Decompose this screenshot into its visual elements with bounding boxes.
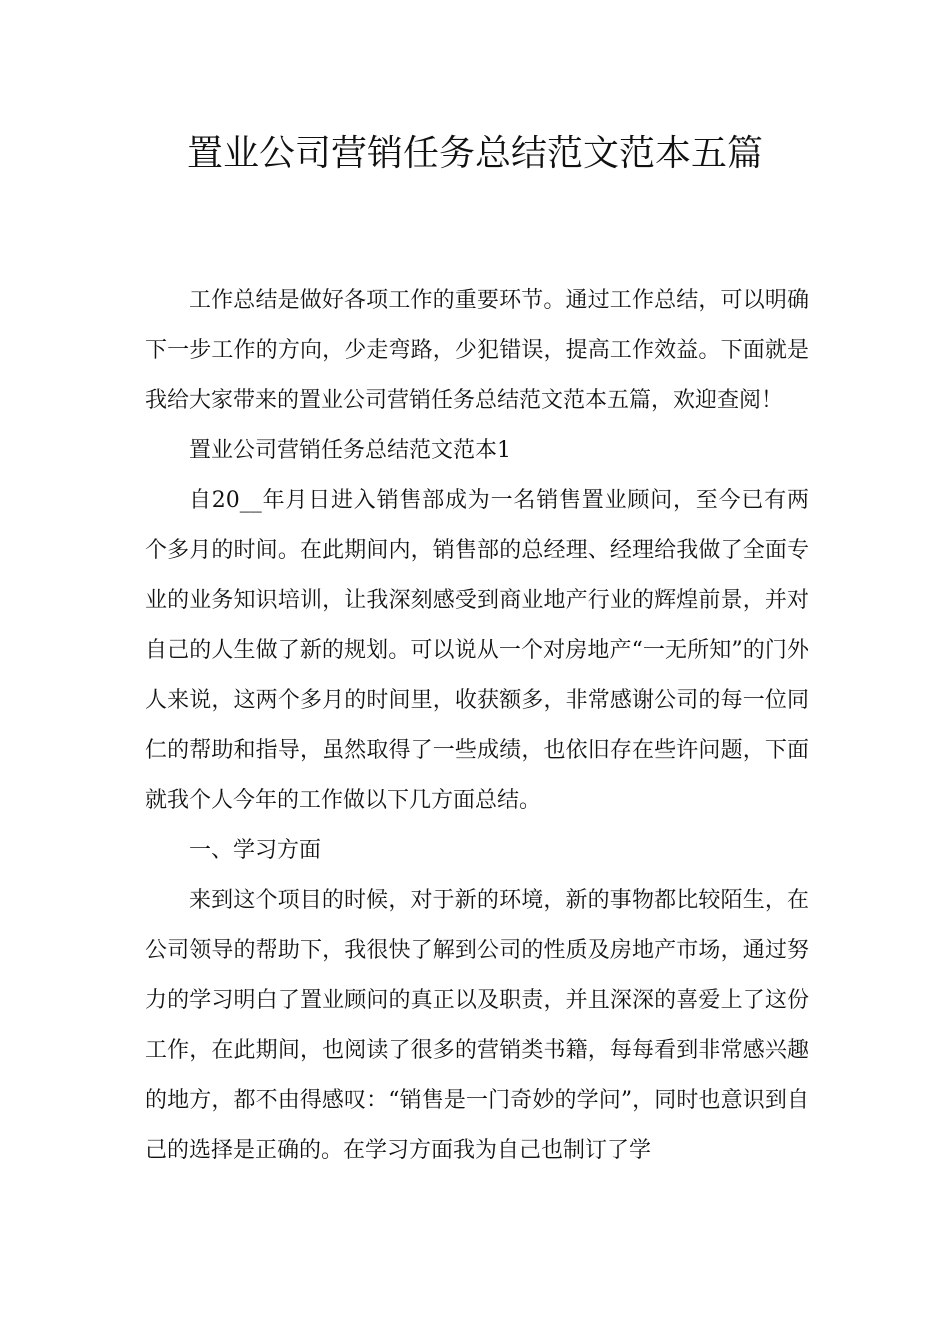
document-title: 置业公司营销任务总结范文范本五篇 — [186, 133, 763, 174]
body-paragraph: 自20__年月日进入销售部成为一名销售置业顾问，至今已有两个多月的时间。在此期间内，销售部的总经理、经理给我做了全面专业的业务知识培训，让我深刻感受到商业地产行业的辉煌前景，并对自己的人生做了新的规划。可以说从一个对房地产“一无所知”的门外人来说，这两个多月的时间里，收获额多，非常感谢公司的每一位同仁的帮助和指导，虽然取得了一些成绩，也依旧存在些许问题，下面就我个人今年的工作做以下几方面总结。 — [145, 488, 809, 813]
intro-paragraph: 工作总结是做好各项工作的重要环节。通过工作总结，可以明确下一步工作的方向，少走弯路，少犯错误，提高工作效益。下面就是我给大家带来的置业公司营销任务总结范文范本五篇，欢迎查阅！ — [145, 288, 809, 413]
body-paragraph: 来到这个项目的时候，对于新的环境，新的事物都比较陌生，在公司领导的帮助下，我很快了解到公司的性质及房地产市场，通过努力的学习明白了置业顾问的真正以及职责，并且深深的喜爱上了这份工作，在此期间，也阅读了很多的营销类书籍，每每看到非常感兴趣的地方，都不由得感叹：“销售是一门奇妙的学问”，同时也意识到自己的选择是正确的。在学习方面我为自己也制订了学 — [145, 888, 809, 1163]
section-heading-sample-1: 置业公司营销任务总结范文范本1 — [189, 438, 511, 463]
document-body — [145, 276, 809, 1176]
subsection-heading-study: 一、学习方面 — [189, 838, 322, 863]
